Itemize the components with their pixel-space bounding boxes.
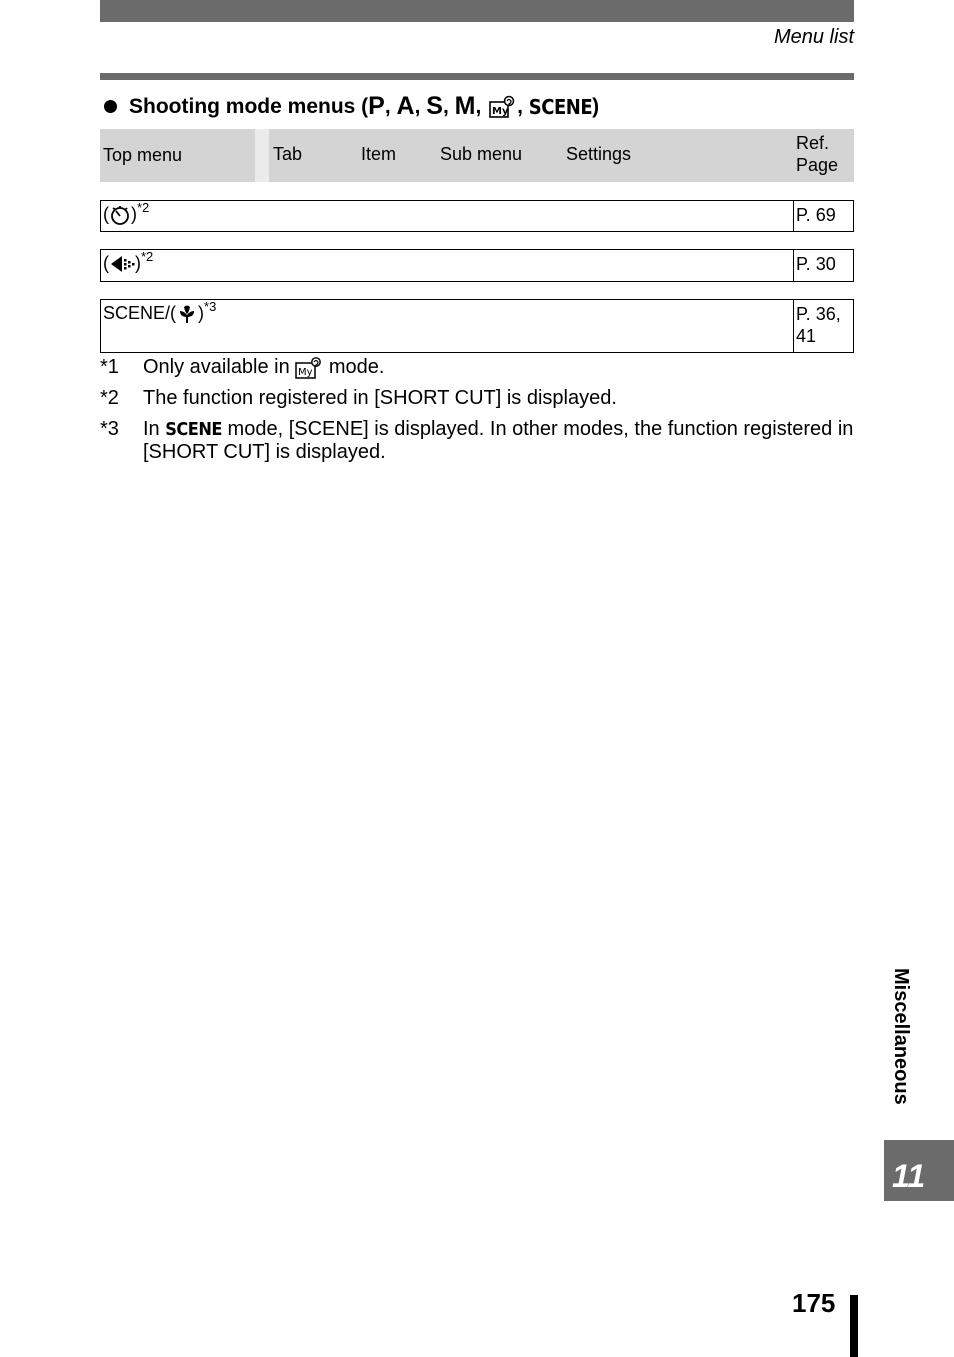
footnote-1: [100, 356, 854, 379]
section-title-prefix: Shooting mode menus (: [129, 94, 369, 118]
footnotes: [100, 356, 854, 472]
chapter-side-label: [884, 968, 914, 1138]
col-ref-page: Ref. Page: [796, 133, 839, 175]
mode-s: S: [426, 92, 443, 120]
col-sub-menu: Sub menu: [440, 144, 523, 164]
page-number: 175: [792, 1288, 836, 1318]
row-label: [101, 250, 793, 281]
row-ref: P. 36, 41: [793, 300, 853, 352]
running-head: Menu list: [773, 26, 854, 48]
scene-mode-label: SCENE: [528, 94, 593, 119]
col-top-menu: Top menu: [100, 129, 255, 182]
row-close: ): [131, 204, 137, 224]
footnote-ref: *3: [204, 299, 217, 314]
row-label: [101, 300, 793, 352]
section-rule: [100, 73, 854, 80]
header-gap: [255, 129, 269, 182]
self-timer-icon: [109, 204, 131, 226]
footnote-ref: *2: [137, 200, 150, 215]
svg-text:My: My: [492, 105, 509, 117]
bullet-icon: [104, 100, 117, 113]
table-row: [100, 200, 854, 232]
col-settings: Settings: [566, 144, 632, 164]
footnote-3: [100, 418, 854, 464]
footnote-after: mode.: [328, 356, 385, 378]
footnote-ref: *2: [141, 249, 154, 264]
mode-a: A: [396, 92, 415, 120]
footnote-text: [143, 418, 854, 464]
scene-mode-label: SCENE: [165, 419, 222, 440]
row-close: ): [135, 253, 141, 273]
my-mode-icon: [295, 357, 323, 379]
macro-icon: [176, 303, 198, 325]
section-title-suffix: ): [592, 94, 600, 118]
mode-p: P: [368, 92, 385, 120]
table-row: [100, 299, 854, 353]
image-quality-icon: [109, 253, 135, 275]
row-label: [101, 201, 793, 231]
chapter-title: Miscellaneous: [890, 968, 912, 1105]
chapter-tab: 11: [884, 1140, 954, 1201]
mode-m: M: [454, 92, 476, 120]
table-row: [100, 249, 854, 282]
header-rest: [269, 129, 854, 182]
svg-text:My: My: [298, 366, 313, 378]
row-close: ): [198, 303, 205, 323]
footnote-text: The function registered in [SHORT CUT] is displayed.: [143, 387, 617, 409]
footnote-number: *2: [100, 387, 119, 409]
row-ref: P. 69: [793, 201, 853, 231]
section-title: Shooting mode menus ( P , A , S , M , My , SCENE ): [104, 92, 599, 121]
footnote-before: Only available in: [143, 356, 290, 378]
top-header-bar: [100, 0, 854, 22]
my-mode-icon: [489, 95, 515, 119]
row-open: (: [103, 204, 109, 224]
page-number-bar: [850, 1295, 858, 1357]
footnote-number: *3: [100, 418, 119, 440]
footnote-2: [100, 387, 854, 410]
footnote-after: mode, [SCENE] is displayed. In other modes, the function registered in [SHORT CUT] is displayed.: [143, 418, 854, 463]
row-open: SCENE/(: [103, 303, 177, 323]
footnote-number: *1: [100, 356, 119, 378]
footnote-text: [143, 356, 854, 379]
footnote-before: In: [143, 418, 160, 440]
table-header: [100, 129, 854, 182]
row-ref: P. 30: [793, 250, 853, 281]
row-open: (: [103, 253, 109, 273]
col-tab: Tab: [273, 144, 303, 164]
col-item: Item: [361, 144, 397, 164]
